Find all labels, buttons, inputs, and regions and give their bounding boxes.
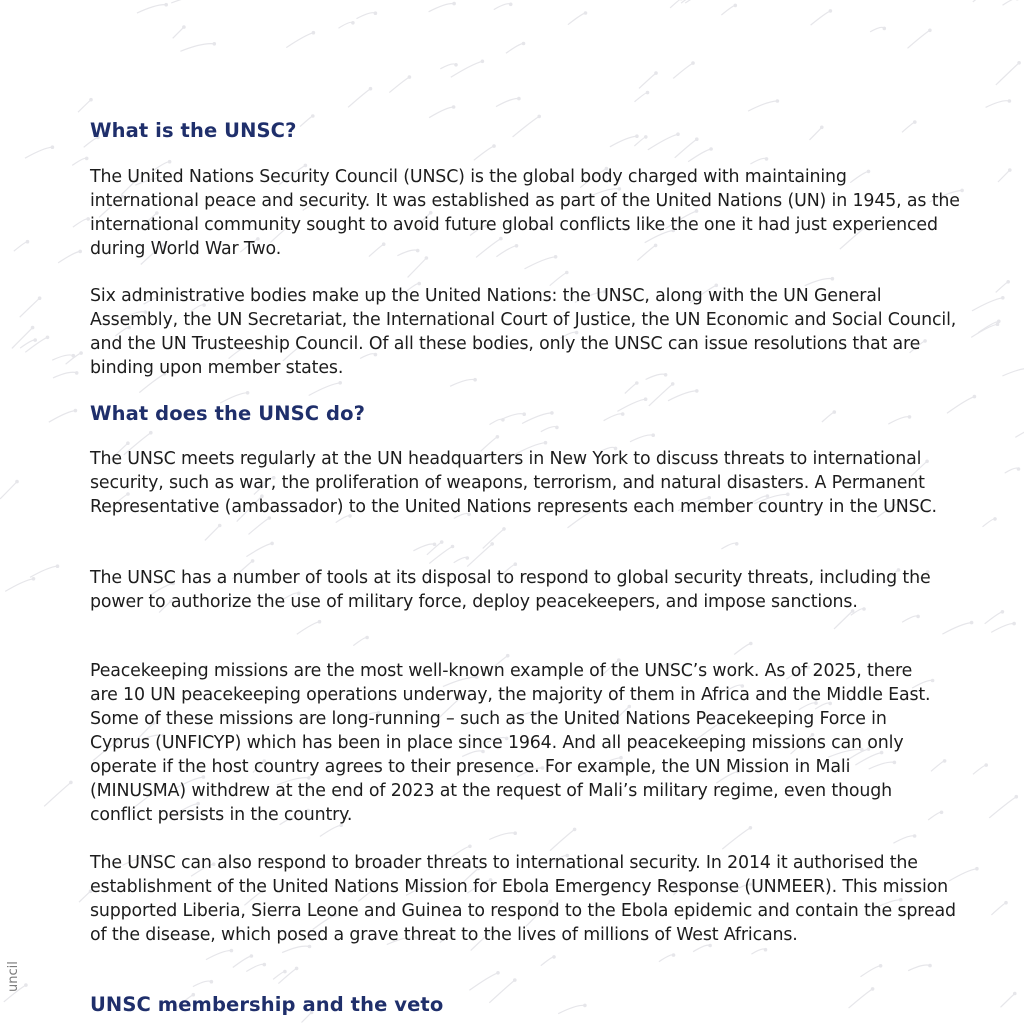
pattern-dot [1017,467,1021,471]
pattern-stroke [972,298,1003,311]
pattern-dot [72,354,76,358]
pattern-stroke [20,298,40,317]
pattern-dot [975,867,979,871]
pattern-dot [1004,901,1008,905]
pattern-stroke [985,612,1003,624]
pattern-stroke [44,782,71,806]
pattern-stroke [991,903,1006,915]
pattern-stroke [989,797,1016,818]
pattern-dot [38,296,42,300]
pattern-dot [1015,0,1019,1]
paragraph-peacekeeping: Peacekeeping missions are the most well-known example of the UNSC’s work. As of 2025, there are 10 UN peacekeeping operations underway, the majority of them in Africa and the Middle East. Some of these missions are long-running – such as the United Nations Peacekeeping Force in Cyprus (UNFICYP) which has been in place since 1964. And all peacekeeping missions can only operate if the host country agrees to their presence. For example, the UN Mission in Mali (MINUSMA) withdrew at the end of 2023 at the request of Mali’s military regime, even though conflict persists in the country. [90,661,931,825]
pattern-dot [69,781,73,785]
pattern-dot [26,240,30,244]
pattern-stroke [998,170,1010,182]
pattern-dot [46,336,50,340]
pattern-stroke [996,63,1019,85]
pattern-stroke [5,579,33,592]
pattern-dot [79,351,83,355]
pattern-dot [85,157,89,161]
pattern-stroke [30,566,57,577]
pattern-dot [996,322,1000,326]
pattern-stroke [973,765,986,774]
pattern-stroke [12,328,33,349]
pattern-stroke [996,282,1009,293]
heading-membership-veto: UNSC membership and the veto [90,993,444,1016]
pattern-stroke [986,101,1010,108]
pattern-dot [973,395,977,399]
pattern-stroke [973,0,990,2]
pattern-dot [1013,992,1017,996]
pattern-dot [984,763,988,767]
pattern-stroke [1015,422,1024,437]
pattern-stroke [72,158,87,165]
pattern-dot [78,250,82,254]
pattern-dot [51,145,55,149]
pattern-dot [15,480,19,484]
pattern-dot [1015,795,1019,799]
document-page [90,0,970,1024]
pattern-stroke [49,411,76,423]
paragraph-unsc-definition: The United Nations Security Council (UNSC) is the global body charged with maintaining international peace and security. It was established as part of the United Nations (UN) in 1945, as the international community sought to avoid future global conflicts like the one it had just experienced during World War Two. [90,167,960,259]
pattern-dot [1006,280,1010,284]
pattern-stroke [1002,368,1024,376]
pattern-stroke [983,519,996,527]
pattern-stroke [25,147,52,158]
paragraph-ebola-response: The UNSC can also respond to broader threats to international security. In 2014 it authorised the establishment of the United Nations Mission for Ebola Emergency Response (UNMEER). This mission supported Liberia, Sierra Leone and Guinea to respond to the Ebola epidemic and contain the spread of the disease, which posed a grave threat to the lives of millions of West Africans. [90,853,956,945]
paragraph-unsc-meetings: The UNSC meets regularly at the UN headquarters in New York to discuss threats to international security, such as war, the proliferation of weapons, terrorism, and natural disasters. A Permanent Representative (ambassador) to the United Nations represents each member country in the UNSC. [90,449,937,517]
pattern-dot [33,338,37,342]
pattern-dot [1008,168,1012,172]
pattern-dot [31,326,35,330]
pattern-dot [1001,296,1005,300]
paragraph-unsc-tools: The UNSC has a number of tools at its disposal to respond to global security threats, including the power to authorize the use of military force, deploy peacekeepers, and impose sanctions. [90,568,931,612]
pattern-dot [1008,99,1012,103]
pattern-dot [1012,622,1016,626]
pattern-stroke [73,219,88,227]
pattern-dot [1017,61,1021,65]
pattern-dot [74,409,78,413]
pattern-stroke [1005,468,1019,473]
side-running-label: uncil [6,961,21,992]
pattern-stroke [991,624,1014,633]
heading-what-does-unsc-do: What does the UNSC do? [90,402,366,425]
pattern-dot [993,517,997,521]
pattern-stroke [971,324,997,337]
pattern-dot [24,983,28,987]
pattern-stroke [52,355,73,360]
pattern-dot [970,621,974,625]
pattern-stroke [58,251,80,263]
pattern-stroke [14,242,28,252]
pattern-dot [56,564,60,568]
pattern-stroke [1001,994,1015,1008]
pattern-dot [75,371,79,375]
pattern-stroke [79,891,91,902]
pattern-dot [1001,610,1005,614]
pattern-dot [32,577,36,581]
pattern-stroke [0,482,17,499]
heading-what-is-unsc: What is the UNSC? [90,119,297,142]
pattern-stroke [53,372,77,378]
pattern-stroke [1003,0,1018,5]
paragraph-un-bodies: Six administrative bodies make up the United Nations: the UNSC, along with the UN General Assembly, the UN Secretariat, the International Court of Justice, the UN Economic and Social Council, and the UN Trusteeship Council. Of all these bodies, only the UNSC can issue resolutions that are binding upon member states. [90,286,957,378]
